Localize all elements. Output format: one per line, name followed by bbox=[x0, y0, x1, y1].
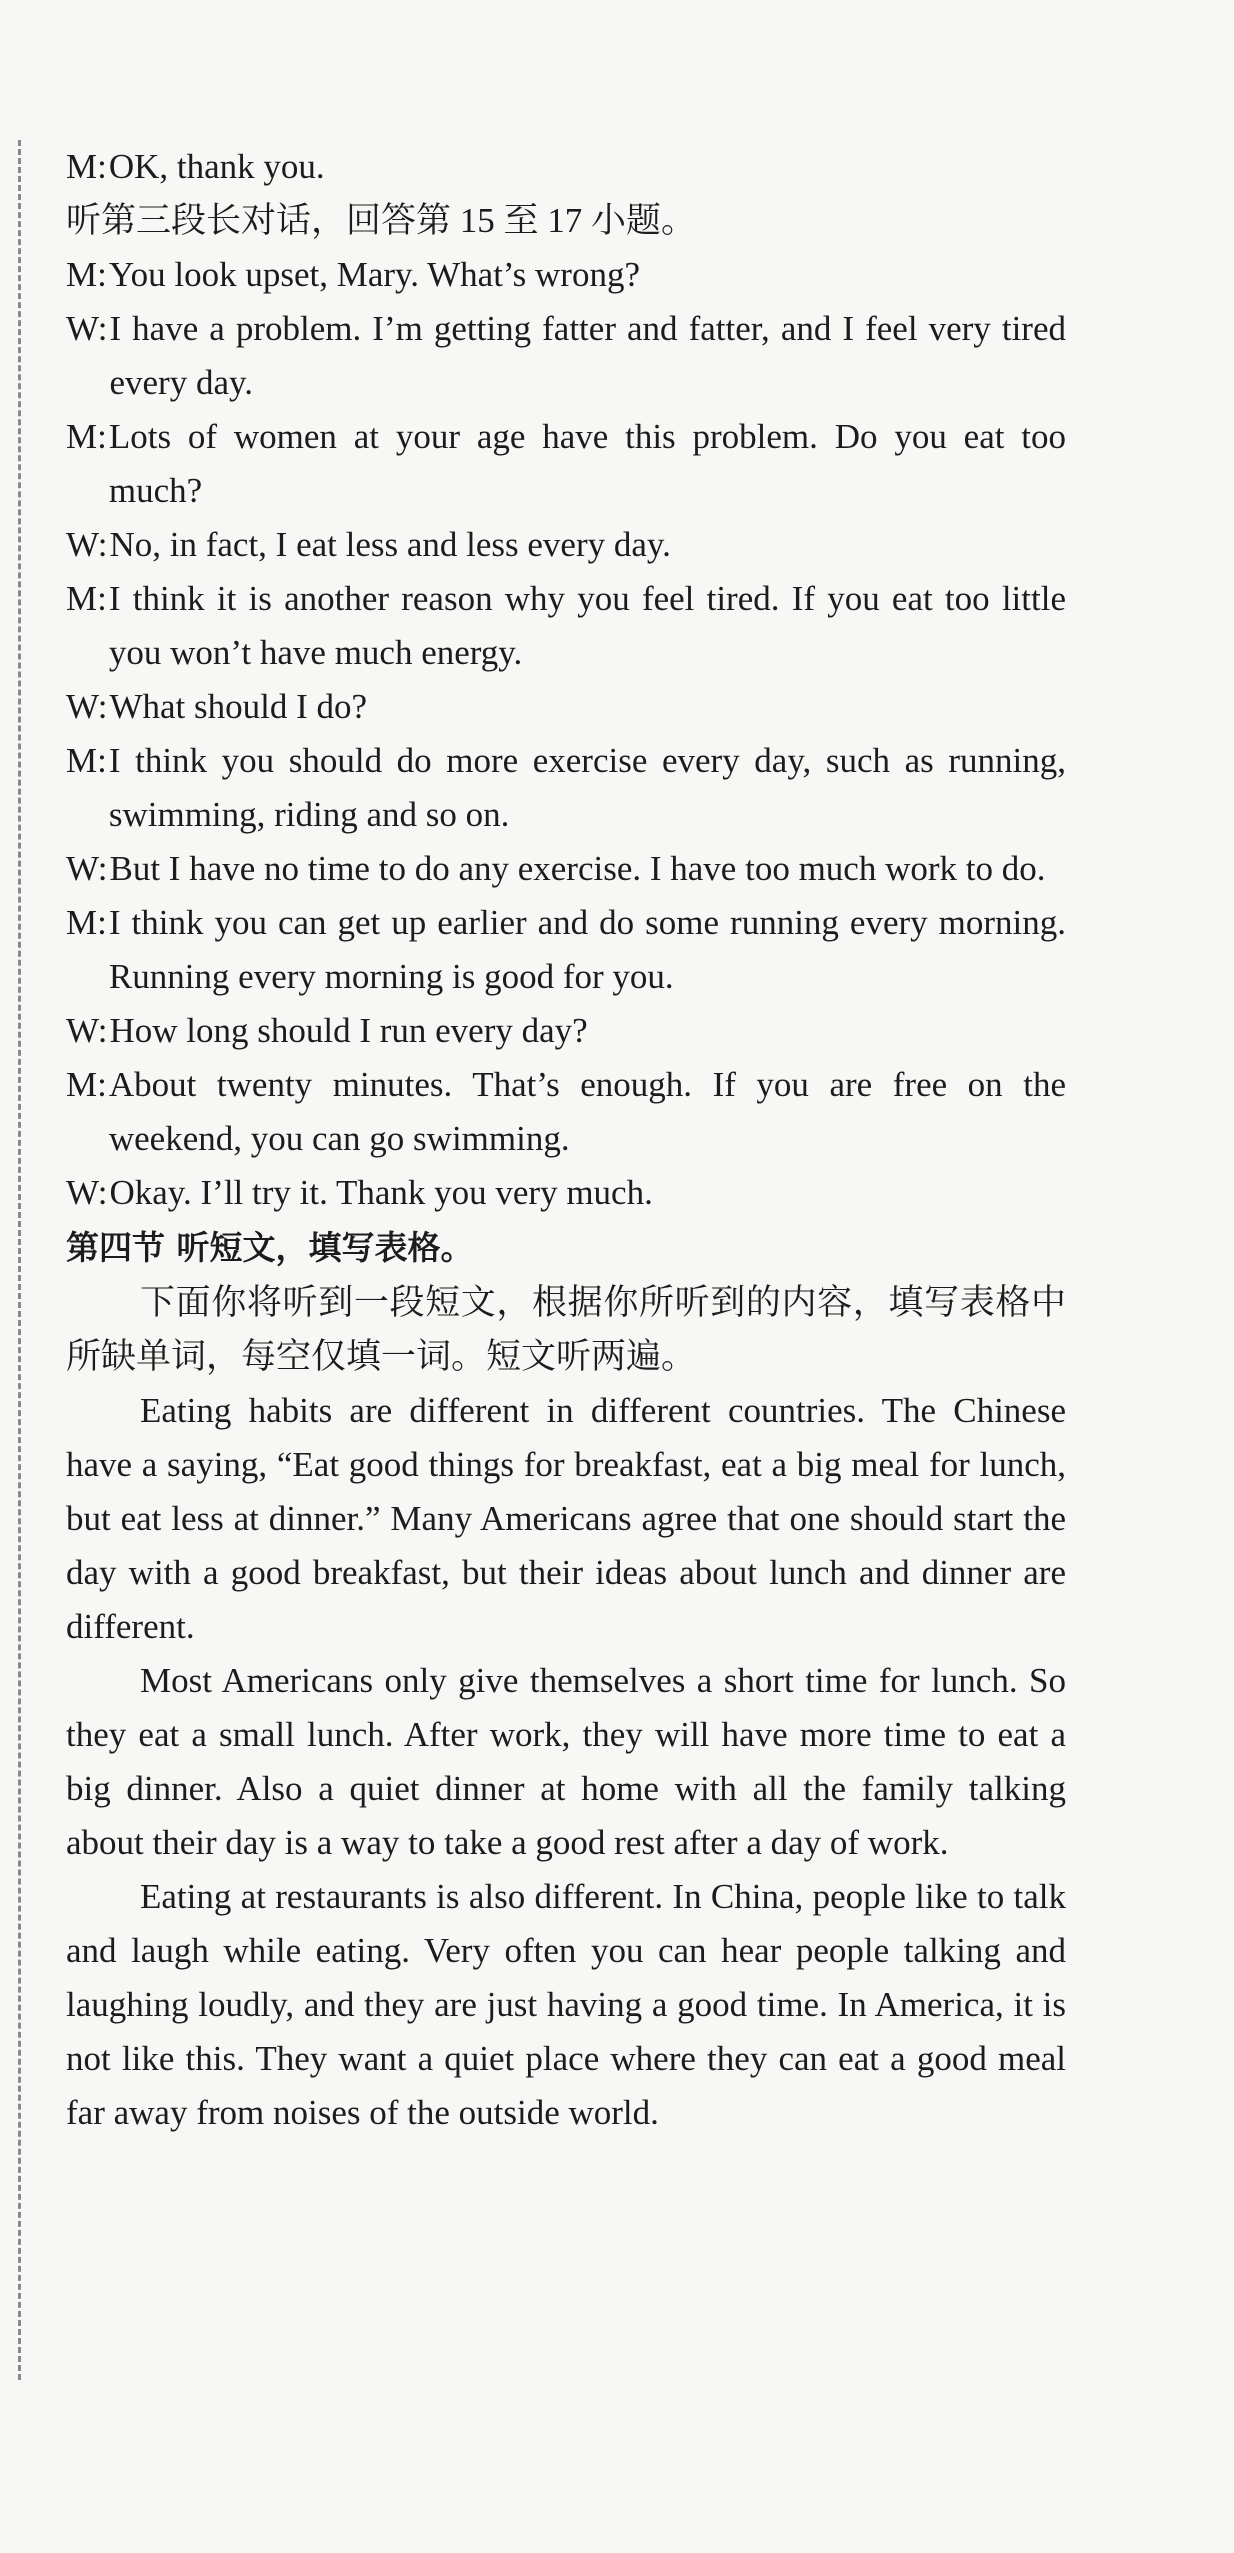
utterance-text: How long should I run every day? bbox=[109, 1011, 588, 1050]
dialogue-turn bbox=[66, 302, 1066, 410]
dialogue-turn bbox=[66, 1058, 1066, 1166]
dialogue-turn bbox=[66, 734, 1066, 842]
utterance-text: Lots of women at your age have this problem. Do you eat too much? bbox=[108, 417, 1066, 510]
dialogue-turn bbox=[66, 140, 1066, 194]
section4-instruction: 下面你将听到一段短文，根据你所听到的内容，填写表格中所缺单词，每空仅填一词。短文听两遍。 bbox=[66, 1283, 1066, 1376]
speaker-label: W: bbox=[66, 309, 108, 348]
utterance-text: I have a problem. I’m getting fatter and fatter, and I feel very tired every day. bbox=[109, 309, 1066, 402]
speaker-label: M: bbox=[66, 255, 107, 294]
dialogue-turn bbox=[66, 410, 1066, 518]
utterance-text: No, in fact, I eat less and less every day. bbox=[109, 525, 671, 564]
speaker-label: W: bbox=[66, 1011, 108, 1050]
utterance-text: But I have no time to do any exercise. I have too much work to do. bbox=[109, 849, 1046, 888]
dialogue-turn bbox=[66, 896, 1066, 1004]
dialogue-turn bbox=[66, 572, 1066, 680]
speaker-label: W: bbox=[66, 687, 108, 726]
dialogue-turn bbox=[66, 680, 1066, 734]
speaker-label: M: bbox=[66, 579, 107, 618]
section4-title: 第四节 听短文，填写表格。 bbox=[66, 1228, 474, 1267]
utterance-text: You look upset, Mary. What’s wrong? bbox=[108, 255, 640, 294]
passage-paragraph: Most Americans only give themselves a short time for lunch. So they eat a small lunch. After work, they will have more time to eat a big dinner. Also a quiet dinner at home with all the family talking about their day is a way to take a good rest after a day of work. bbox=[66, 1661, 1066, 1862]
speaker-label: W: bbox=[66, 849, 108, 888]
speaker-label: M: bbox=[66, 417, 107, 456]
binding-cut-line bbox=[18, 140, 21, 2380]
speaker-label: W: bbox=[66, 525, 108, 564]
dialogue-turn bbox=[66, 1004, 1066, 1058]
utterance-text: I think it is another reason why you feel tired. If you eat too little you won’t have much energy. bbox=[108, 579, 1066, 672]
passage-paragraph: Eating habits are different in different countries. The Chinese have a saying, “Eat good things for breakfast, eat a big meal for lunch, but eat less at dinner.” Many Americans agree that one should start the day with a good breakfast, but their ideas about lunch and dinner are different. bbox=[66, 1391, 1066, 1646]
dialogue-turn bbox=[66, 518, 1066, 572]
speaker-label: M: bbox=[66, 147, 107, 186]
utterance-text: I think you can get up earlier and do some running every morning. Running every morning is good for you. bbox=[108, 903, 1066, 996]
utterance-text: What should I do? bbox=[109, 687, 368, 726]
dialogue-turn bbox=[66, 248, 1066, 302]
utterance-text: About twenty minutes. That’s enough. If you are free on the weekend, you can go swimming. bbox=[108, 1065, 1066, 1158]
passage-paragraph: Eating at restaurants is also different. In China, people like to talk and laugh while eating. Very often you can hear people talking and laughing loudly, and they are just having a good time. In America, it is not like this. They want a quiet place where they can eat a good meal far away from noises of the outside world. bbox=[66, 1877, 1066, 2132]
section3-instruction: 听第三段长对话，回答第 15 至 17 小题。 bbox=[66, 201, 697, 240]
utterance-text: OK, thank you. bbox=[108, 147, 325, 186]
utterance-text: Okay. I’ll try it. Thank you very much. bbox=[109, 1173, 653, 1212]
dialogue-turn bbox=[66, 842, 1066, 896]
utterance-text: I think you should do more exercise every day, such as running, swimming, riding and so on. bbox=[108, 741, 1066, 834]
speaker-label: M: bbox=[66, 1065, 107, 1104]
speaker-label: M: bbox=[66, 741, 107, 780]
speaker-label: W: bbox=[66, 1173, 108, 1212]
dialogue-turn bbox=[66, 1166, 1066, 1220]
speaker-label: M: bbox=[66, 903, 107, 942]
listening-script-page bbox=[66, 140, 1066, 2140]
